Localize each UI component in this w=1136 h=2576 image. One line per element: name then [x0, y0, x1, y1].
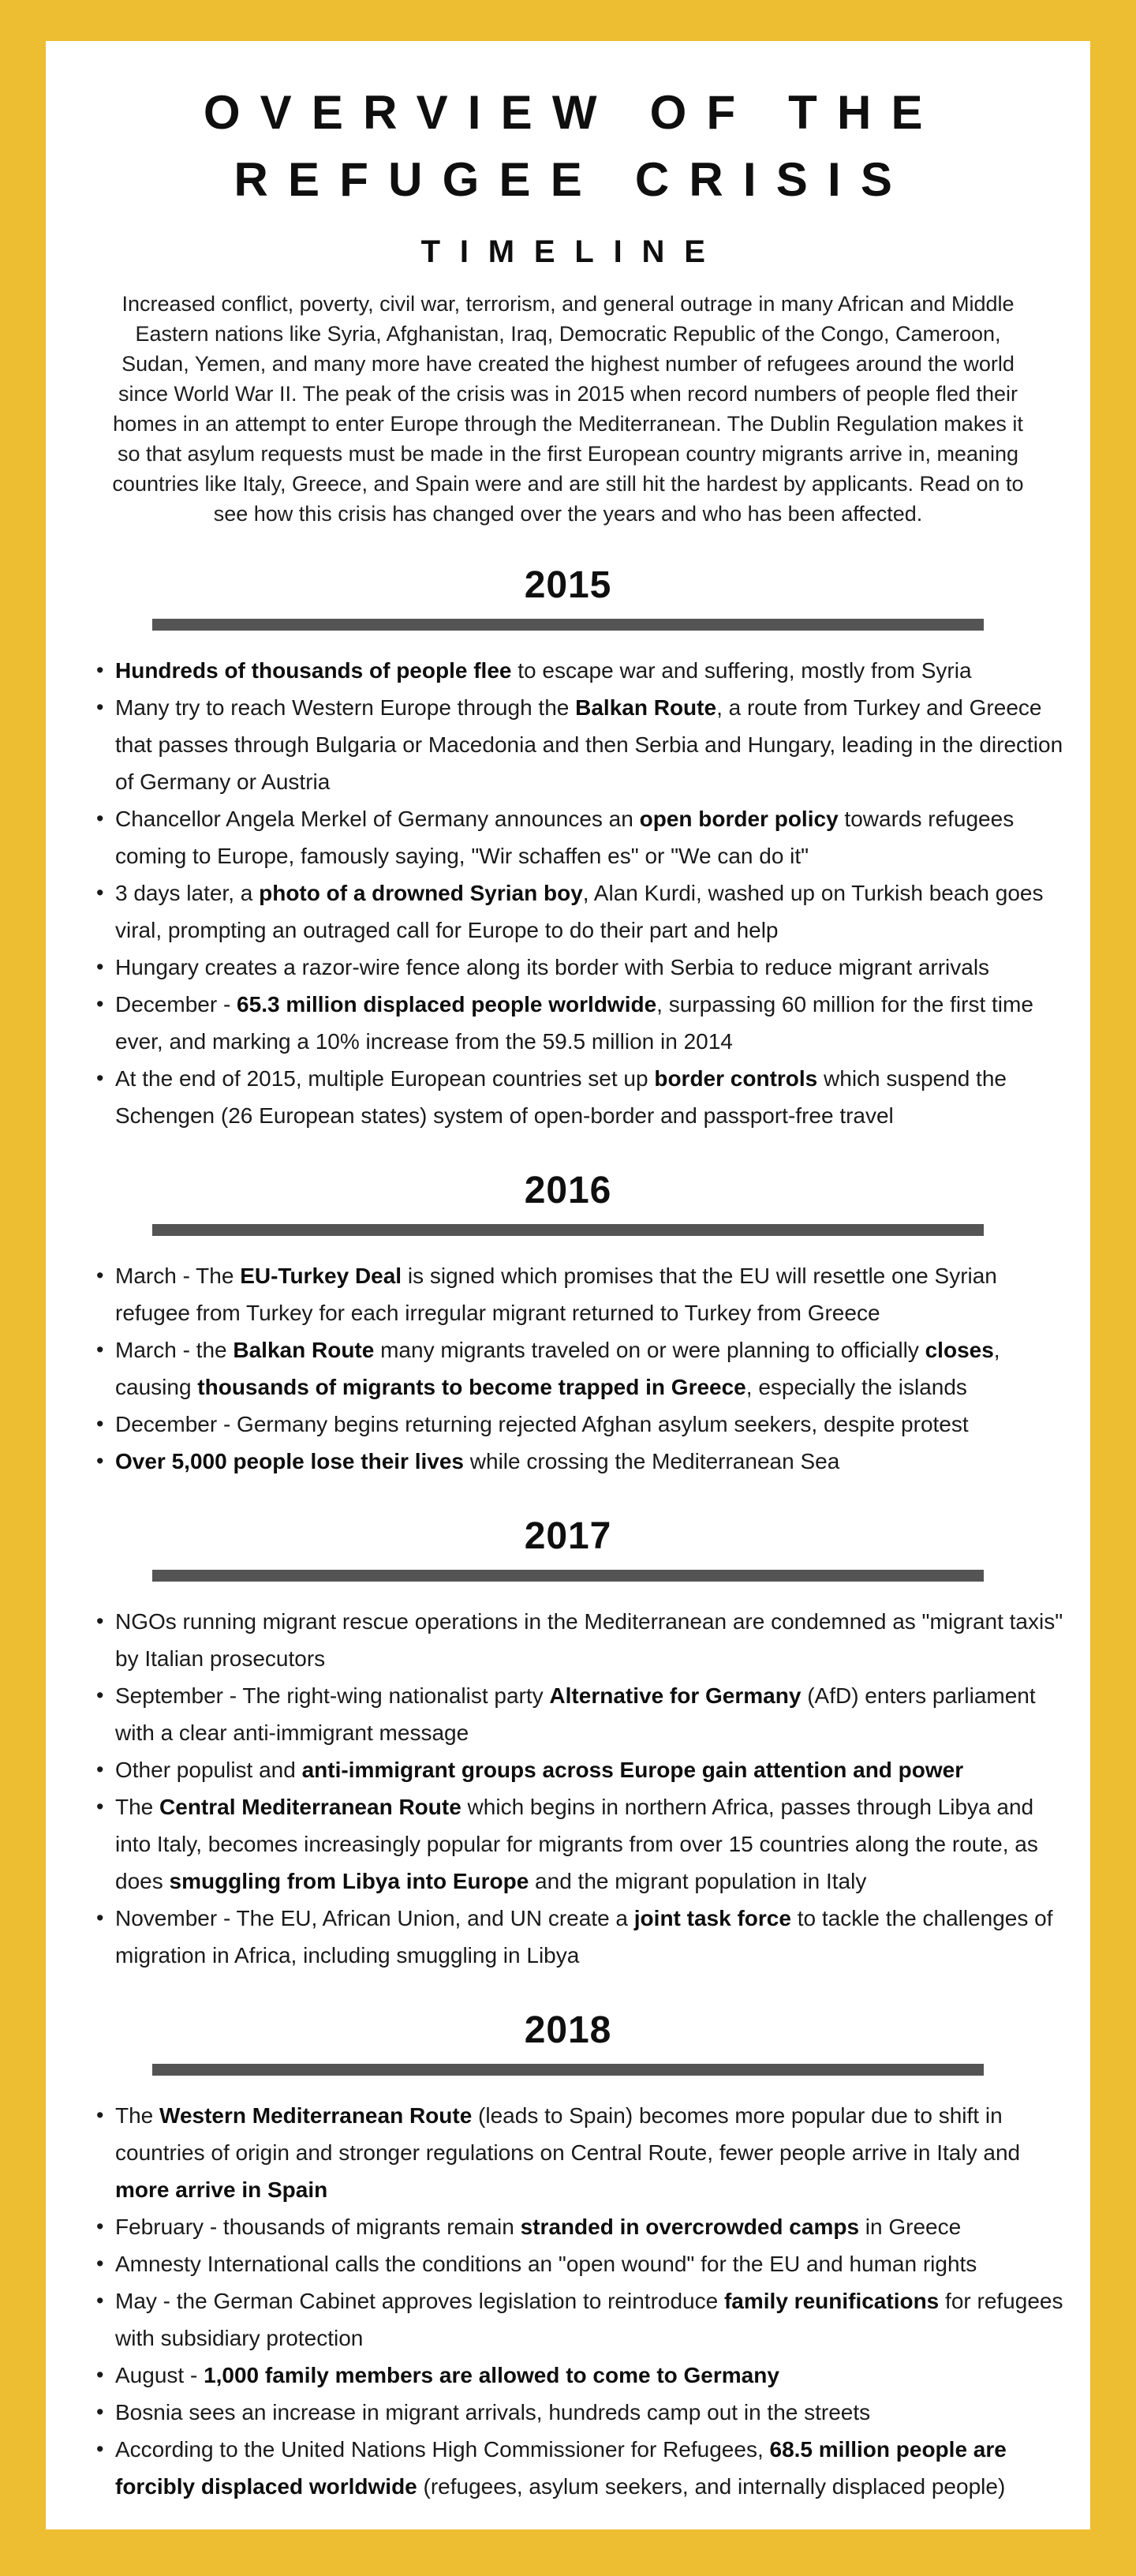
bullet-text: which begins in northern Africa, passes through Libya and into Italy, becomes increasingly popular for migrants from over 15 countries along the route, as does — [115, 1795, 1038, 1893]
bullet-text-bold: thousands of migrants to become trapped in Greece — [197, 1375, 746, 1399]
bullet-text-bold: stranded in overcrowded camps — [520, 2215, 860, 2239]
bullet-text: , surpassing 60 million for the first time ever, and marking a 10% increase from the 59.5 million in 2014 — [115, 992, 1033, 1054]
bullet-text: to escape war and suffering, mostly from Syria — [511, 658, 972, 683]
bullet-text-bold: Alternative for Germany — [549, 1683, 802, 1708]
bullet-list — [94, 2097, 1074, 2505]
bullet-text: August - — [115, 2363, 204, 2387]
bullet-text-bold: Balkan Route — [233, 1338, 375, 1362]
bullet-item — [94, 2282, 1074, 2357]
bullet-text: (AfD) enters parliament with a clear anti-immigrant message — [115, 1683, 1036, 1745]
bullet-text: Hungary creates a razor-wire fence along its border with Serbia to reduce migrant arrivals — [115, 955, 990, 979]
bullet-text-bold: Central Mediterranean Route — [159, 1795, 462, 1819]
section-divider-bar — [152, 1570, 984, 1582]
bullet-item — [94, 874, 1074, 949]
bullet-text: and the migrant population in Italy — [529, 1869, 867, 1893]
bullet-text: while crossing the Mediterranean Sea — [464, 1449, 840, 1473]
bullet-text: November - The EU, African Union, and UN create a — [115, 1906, 634, 1930]
section-divider-bar — [152, 1224, 984, 1236]
bullet-item — [94, 689, 1074, 800]
bullet-text-bold: Western Mediterranean Route — [159, 2103, 473, 2128]
bullet-text: May - the German Cabinet approves legislation to reintroduce — [115, 2289, 724, 2313]
bullet-text: , a route from Turkey and Greece that passes through Bulgaria or Macedonia and then Serbia and Hungary, leading in the direction of Germany or Austria — [115, 695, 1063, 794]
bullet-item — [94, 1060, 1074, 1134]
bullet-item — [94, 2245, 1074, 2282]
bullet-item — [94, 949, 1074, 986]
bullet-text: According to the United Nations High Commissioner for Refugees, — [115, 2437, 770, 2462]
bullet-text: March - the — [115, 1338, 234, 1362]
page-title — [46, 79, 1090, 213]
bullet-text: , causing — [115, 1338, 1000, 1399]
bullet-text: The — [115, 1795, 160, 1819]
bullet-text: December - Germany begins returning rejected Afghan asylum seekers, despite protest — [115, 1412, 969, 1436]
bullet-text-bold: open border policy — [639, 807, 839, 831]
bullet-text: to tackle the challenges of migration in Africa, including smuggling in Libya — [115, 1906, 1053, 1968]
page-title-line1: OVERVIEW OF THE — [203, 86, 943, 139]
timeline-section-2018 — [46, 2009, 1090, 2505]
bullet-item — [94, 1603, 1074, 1677]
bullet-text-bold: 68.5 million people are forcibly displaced worldwide — [115, 2437, 1007, 2499]
section-divider-bar — [152, 619, 984, 631]
bullet-item — [94, 2431, 1074, 2505]
bullet-text-bold: smuggling from Libya into Europe — [169, 1869, 529, 1893]
bullet-text: March - The — [115, 1264, 241, 1288]
bullet-text-bold: joint task force — [633, 1906, 791, 1930]
bullet-item — [94, 1788, 1074, 1900]
bullet-item — [94, 2394, 1074, 2431]
bullet-text-bold: more arrive in Spain — [115, 2177, 328, 2202]
page-title-line2: REFUGEE CRISIS — [234, 153, 913, 206]
bullet-text: December - — [115, 992, 237, 1017]
intro-paragraph: Increased conflict, poverty, civil war, terrorism, and general outrage in many African and Middle Eastern nations like Syria, Afghanistan, Iraq, Democratic Republic of the Congo, Cameroon, Sudan, Yemen, and many more have created the highest number of refugees around the world since World War II. The peak of the crisis was in 2015 when record numbers of people fled their homes in an attempt to enter Europe through the Mediterranean. The Dublin Regulation makes it so that asylum requests must be made in the first European country migrants arrive in, meaning countries like Italy, Greece, and Spain were and are still hit the hardest by applicants. Read on to see how this crisis has changed over the years and who has been affected. — [112, 292, 1024, 526]
bullet-item — [94, 1900, 1074, 1974]
bullet-item — [94, 652, 1074, 689]
year-heading: 2018 — [524, 2009, 612, 2051]
bullet-item — [94, 1443, 1074, 1480]
year-heading: 2017 — [524, 1515, 612, 1557]
bullet-text: Bosnia sees an increase in migrant arrivals, hundreds camp out in the streets — [115, 2400, 871, 2424]
year-heading: 2016 — [524, 1170, 612, 1211]
section-divider-bar — [152, 2064, 984, 2076]
bullet-list — [94, 1257, 1074, 1480]
bullet-list — [94, 1603, 1074, 1974]
bullet-text: Amnesty International calls the conditions an "open wound" for the EU and human rights — [115, 2252, 977, 2276]
bullet-item — [94, 1677, 1074, 1751]
bullet-item — [94, 2357, 1074, 2394]
bullet-text: , Alan Kurdi, washed up on Turkish beach goes viral, prompting an outraged call for Europe to do their part and help — [115, 881, 1044, 942]
bullet-text: NGOs running migrant rescue operations in the Mediterranean are condemned as "migrant taxis" by Italian prosecutors — [115, 1609, 1063, 1671]
bullet-text-bold: border controls — [654, 1066, 818, 1091]
infographic-card — [46, 41, 1090, 2529]
timeline-section-2016 — [46, 1169, 1090, 1480]
bullet-item — [94, 1751, 1074, 1788]
bullet-item — [94, 2097, 1074, 2208]
bullet-text: in Greece — [859, 2215, 962, 2239]
page-subtitle: TIMELINE — [420, 234, 725, 269]
bullet-text-bold: Hundreds of thousands of people flee — [115, 658, 512, 683]
bullet-text: is signed which promises that the EU will resettle one Syrian refugee from Turkey for each irregular migrant returned to Turkey from Greece — [115, 1264, 997, 1325]
bullet-item — [94, 2208, 1074, 2245]
bullet-text: Chancellor Angela Merkel of Germany announces an — [115, 807, 640, 831]
bullet-text: 3 days later, a — [115, 881, 260, 905]
bullet-text: for refugees with subsidiary protection — [115, 2289, 1063, 2350]
bullet-text-bold: 1,000 family members are allowed to come to Germany — [204, 2363, 779, 2387]
year-heading: 2015 — [524, 564, 612, 606]
bullet-text: towards refugees coming to Europe, famously saying, "Wir schaffen es" or "We can do it" — [115, 807, 1015, 868]
timeline-section-2017 — [46, 1515, 1090, 1974]
bullet-item — [94, 1257, 1074, 1331]
bullet-item — [94, 800, 1074, 874]
bullet-text-bold: photo of a drowned Syrian boy — [259, 881, 583, 905]
bullet-text: The — [115, 2103, 160, 2128]
bullet-text: many migrants traveled on or were planning to officially — [374, 1338, 925, 1362]
bullet-text-bold: EU-Turkey Deal — [240, 1264, 402, 1288]
bullet-item — [94, 1331, 1074, 1406]
bullet-text: , especially the islands — [746, 1375, 967, 1399]
bullet-text: September - The right-wing nationalist party — [115, 1683, 550, 1708]
bullet-item — [94, 986, 1074, 1060]
bullet-text: At the end of 2015, multiple European countries set up — [115, 1066, 655, 1091]
bullet-item — [94, 1406, 1074, 1443]
bullet-text: Other populist and — [115, 1758, 302, 1782]
bullet-text: (leads to Spain) becomes more popular due to shift in countries of origin and stronger regulations on Central Route, fewer people arrive in Italy and — [115, 2103, 1021, 2165]
bullet-list — [94, 652, 1074, 1134]
bullet-text: February - thousands of migrants remain — [115, 2215, 521, 2239]
bullet-text-bold: Balkan Route — [575, 695, 717, 720]
bullet-text-bold: closes — [925, 1338, 994, 1362]
timeline-section-2015 — [46, 564, 1090, 1134]
bullet-text-bold: Over 5,000 people lose their lives — [115, 1449, 464, 1473]
bullet-text: which suspend the Schengen (26 European states) system of open-border and passport-free travel — [115, 1066, 1007, 1128]
bullet-text-bold: family reunifications — [723, 2289, 940, 2313]
bullet-text: (refugees, asylum seekers, and internally displaced people) — [417, 2474, 1006, 2499]
timeline — [46, 564, 1090, 2505]
bullet-text-bold: anti-immigrant groups across Europe gain attention and power — [301, 1758, 964, 1782]
bullet-text-bold: 65.3 million displaced people worldwide — [237, 992, 657, 1017]
bullet-text: Many try to reach Western Europe through the — [115, 695, 576, 720]
